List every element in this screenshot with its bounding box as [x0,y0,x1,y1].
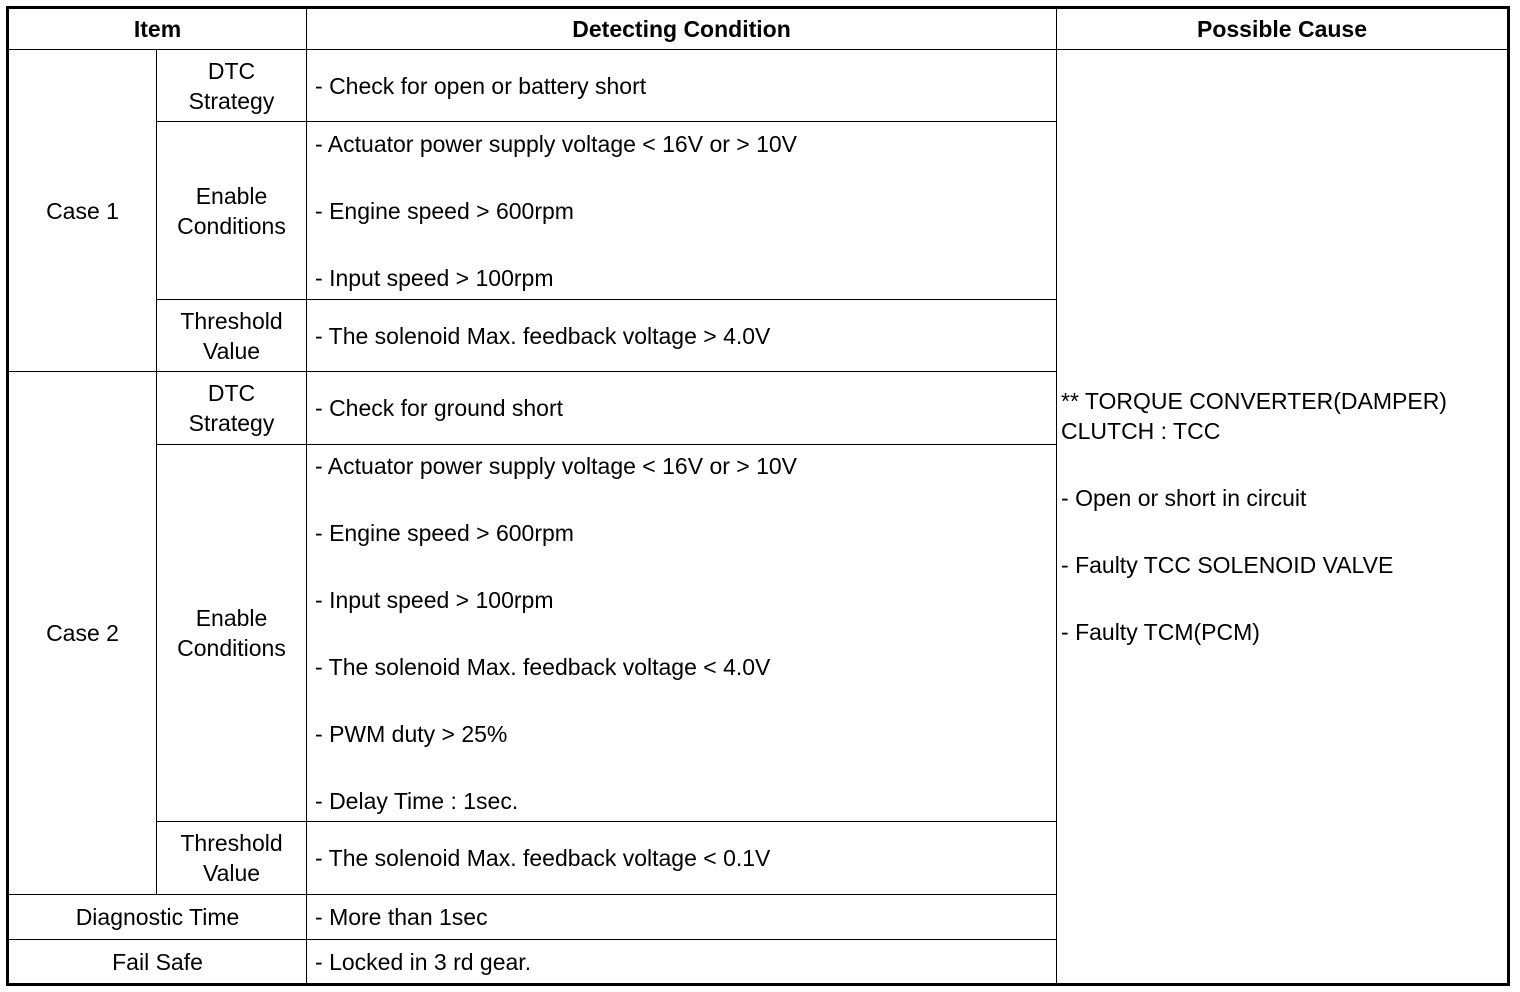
condition-line: - More than 1sec [315,904,488,930]
cause-item: - Open or short in circuit [1061,485,1307,511]
label-line: Conditions [177,212,286,239]
condition-line: - PWM duty > 25% [315,720,508,747]
cause-item: - Faulty TCC SOLENOID VALVE [1061,552,1394,578]
condition-line: - Locked in 3 rd gear. [315,948,532,975]
condition-line: - Input speed > 100rpm [315,264,554,291]
diagnostic-time-text [307,895,1057,940]
fail-safe-text [307,940,1057,985]
condition-line: - Actuator power supply voltage < 16V or > 10V [315,452,798,479]
label-line: Strategy [188,87,275,114]
condition-line: - Engine speed > 600rpm [315,519,574,546]
label-line: Strategy [188,410,275,436]
header-possible-cause: Possible Cause [1057,8,1509,50]
label-line: Threshold [180,307,283,334]
label-line: Value [202,860,261,886]
case2-dtc-strategy-label [157,372,307,445]
label-line: Conditions [177,635,286,661]
condition-line: - The solenoid Max. feedback voltage < 0.1V [315,845,771,871]
cause-title-line1: ** TORQUE CONVERTER(DAMPER) [1061,388,1447,414]
condition-line: - The solenoid Max. feedback voltage > 4.0V [315,322,771,349]
label-line: Threshold [180,830,283,856]
case1-enable-label [157,122,307,300]
condition-line: - Check for ground short [315,395,564,421]
case1-threshold-text [307,300,1057,372]
cause-title-line2: CLUTCH : TCC [1061,418,1221,444]
condition-line: - The solenoid Max. feedback voltage < 4.0V [315,653,771,680]
condition-line: - Check for open or battery short [315,72,647,99]
header-row [8,8,1509,50]
case1-label: Case 1 [8,50,157,372]
case2-threshold-label [157,822,307,895]
case1-dtc-strategy-label [157,50,307,122]
case1-dtc-strategy-text [307,50,1057,122]
diagnostic-time-label: Diagnostic Time [8,895,307,940]
condition-line: - Engine speed > 600rpm [315,197,574,224]
cause-item: - Faulty TCM(PCM) [1061,619,1260,645]
label-line: DTC [207,57,256,84]
label-line: Enable [195,182,268,209]
case1-enable-conditions [307,122,1057,300]
fail-safe-label: Fail Safe [8,940,307,985]
header-item: Item [8,8,307,50]
dtc-table [6,6,1510,986]
condition-line: - Delay Time : 1sec. [315,787,519,814]
header-detecting-condition: Detecting Condition [307,8,1057,50]
case2-enable-conditions [307,445,1057,822]
case2-label: Case 2 [8,372,157,895]
condition-line: - Input speed > 100rpm [315,586,554,613]
case2-threshold-text [307,822,1057,895]
condition-line: - Actuator power supply voltage < 16V or > 10V [315,130,798,157]
possible-cause-cell [1057,50,1509,985]
case1-threshold-label [157,300,307,372]
case2-enable-label [157,445,307,822]
label-line: DTC [207,380,256,406]
label-line: Enable [195,605,268,631]
label-line: Value [202,337,261,364]
case1-dtc-strategy-row [8,50,1509,122]
case2-dtc-strategy-text [307,372,1057,445]
